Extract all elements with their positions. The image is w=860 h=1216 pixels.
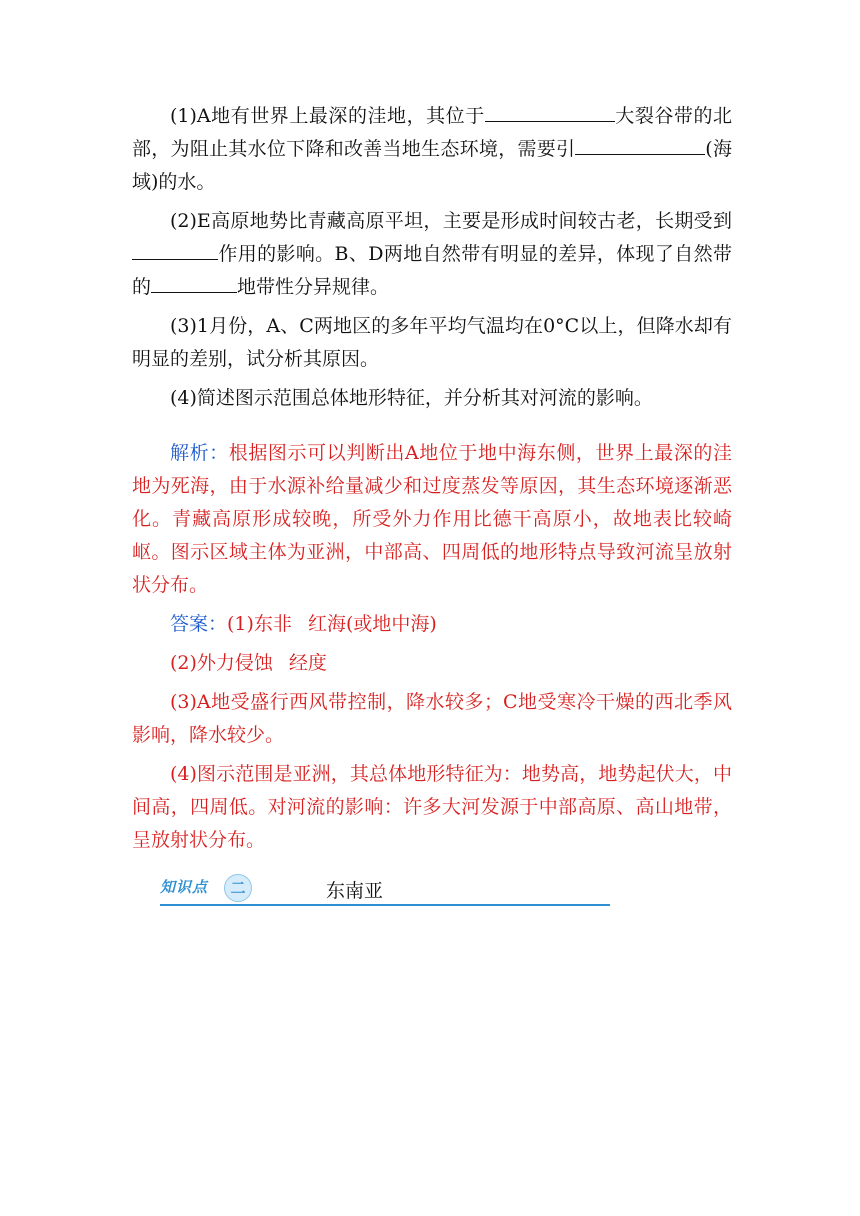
- section-gap: [132, 421, 732, 437]
- answer-blank: [151, 272, 237, 293]
- answer-2-part-1: (2)外力侵蚀: [170, 652, 273, 674]
- question-1-text-b: 大裂谷带的北部，为阻止其水位下降和改善当地生态环境，需要引: [132, 105, 732, 160]
- question-2-text-b: 作用的影响。B、D两地自然带有明显的差异，体现了自然带的: [132, 243, 732, 298]
- answer-blank: [575, 134, 705, 155]
- answer-1-part-2: 红海(或地中海): [307, 613, 437, 635]
- knowledge-point-label: 知识点: [160, 878, 209, 896]
- question-2-text-c: 地带性分异规律。: [237, 276, 390, 298]
- analysis-text: 根据图示可以判断出A地位于地中海东侧，世界上最深的洼地为死海，由于水源补给量减少和过度蒸发等原因，其生态环境逐渐恶化。青藏高原形成较晚，所受外力作用比德干高原小，故地表比较崎岖。图示区域主体为亚洲，中部高、四周低的地形特点导致河流呈放射状分布。: [132, 442, 732, 596]
- answer-2-part-2: 经度: [288, 652, 327, 674]
- answer-1-part-1: (1)东非: [227, 613, 292, 635]
- knowledge-point-number-badge: 二: [224, 874, 252, 902]
- question-4: (4)简述图示范围总体地形特征，并分析其对河流的影响。: [170, 387, 653, 409]
- answer-label: 答案：: [170, 613, 228, 635]
- question-2-text-a: (2)E高原地势比青藏高原平坦，主要是形成时间较古老，长期受到: [170, 210, 732, 232]
- question-1-text-c: (海域)的水。: [132, 138, 732, 193]
- question-1: [132, 100, 732, 199]
- answer-blank: [132, 239, 218, 260]
- question-3: (3)1月份，A、C两地区的多年平均气温均在0°C以上，但降水却有明显的差别，试分析其原因。: [132, 315, 732, 370]
- question-1-text-a: (1)A地有世界上最深的洼地，其位于: [170, 105, 485, 127]
- knowledge-point-header: [160, 874, 610, 906]
- header-underline: [160, 904, 610, 906]
- answer-2: [132, 647, 732, 680]
- answer-4: (4)图示范围是亚洲，其总体地形特征为：地势高，地势起伏大，中间高，四周低。对河流的影响：许多大河发源于中部高原、高山地带，呈放射状分布。: [132, 763, 732, 851]
- document-body: [132, 100, 732, 863]
- analysis-paragraph: [132, 437, 732, 602]
- analysis-label: 解析：: [170, 442, 229, 464]
- answer-3: (3)A地受盛行西风带控制，降水较多；C地受寒冷干燥的西北季风影响，降水较少。: [132, 691, 732, 746]
- knowledge-point-title: 东南亚: [326, 880, 384, 902]
- question-2: [132, 205, 732, 304]
- answer-blank: [485, 101, 615, 122]
- answer-1: [132, 608, 732, 641]
